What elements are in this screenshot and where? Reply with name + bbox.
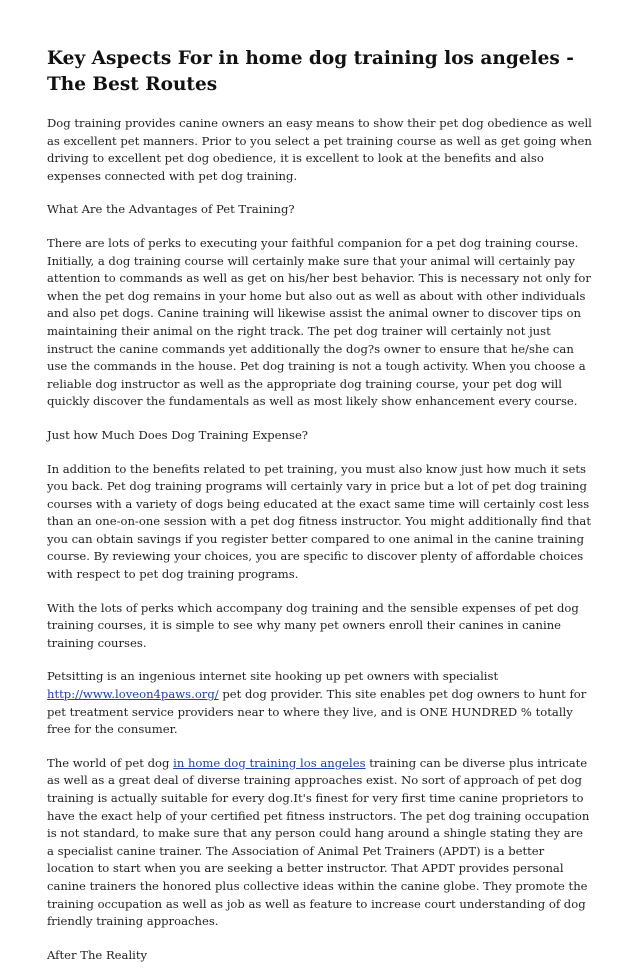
- loveon4paws-link[interactable]: http://www.loveon4paws.org/: [47, 687, 219, 702]
- world-paragraph: [47, 755, 593, 931]
- petsitting-paragraph: [47, 668, 593, 738]
- page-title: Key Aspects For in home dog training los angeles - The Best Routes: [47, 48, 574, 95]
- document-page: [47, 46, 593, 980]
- intro-paragraph: Dog training provides canine owners an easy means to show their pet dog obedience as well as excellent pet manners. Prior to you select a pet training course as well as get going when driving to excellent pet dog obedience, it is excellent to look at the benefits and also expenses connected with pet dog training.: [47, 116, 592, 183]
- world-text-start: The world of pet dog: [47, 755, 174, 770]
- expense-heading: Just how Much Does Dog Training Expense?: [47, 427, 309, 442]
- advantages-heading: What Are the Advantages of Pet Training?: [47, 202, 295, 217]
- world-text-end: training can be diverse plus intricate as well as a great deal of diverse training approaches exist. No sort of approach of pet dog training is actually suitable for every dog.It's finest for very first time canine proprietors to have the exact help of your certified pet fitness instructors. The pet dog training occupation is not standard, to make sure that any person could hang around a shingle stating they are a specialist canine trainer. The Association of Animal Pet Trainers (APDT) is a better location to start when you are seeking a better instructor. That APDT provides personal canine trainers the honored plus collective ideas within the canine globe. They promote the training occupation as well as job as well as feature to increase court understanding of dog friendly training approaches.: [47, 755, 590, 929]
- expense-paragraph: In addition to the benefits related to pet training, you must also know just how much it sets you back. Pet dog training programs will certainly vary in price but a lot of pet dog training courses with a variety of dogs being educated at the exact same time will certainly cost less than an one-on-one session with a pet dog fitness instructor. You might additionally find that you can obtain savings if you register better compared to one animal in the canine training course. By reviewing your choices, you are specific to discover plenty of affordable choices with respect to pet dog training programs.: [47, 461, 591, 582]
- petsitting-text-end: pet dog provider. This site enables pet dog owners to hunt for pet treatment service providers near to where they live, and is ONE HUNDRED % totally free for the consumer.: [47, 687, 587, 737]
- summary-paragraph: With the lots of perks which accompany dog training and the sensible expenses of pet dog training courses, it is simple to see why many pet owners enroll their canines in canine training courses.: [47, 600, 579, 650]
- dog-training-link[interactable]: in home dog training los angeles: [173, 755, 366, 770]
- petsitting-text-start: Petsitting is an ingenious internet site hooking up pet owners with specialist: [47, 669, 499, 684]
- reality-heading: After The Reality: [47, 947, 148, 962]
- advantages-paragraph: There are lots of perks to executing your faithful companion for a pet dog training course. Initially, a dog training course will certainly make sure that your animal will certainly pay attention to commands as well as get on his/her best behavior. This is necessary not only for when the pet dog remains in your home but also out as well as about with other individuals and also pet dogs. Canine training will likewise assist the animal owner to discover tips on maintaining their animal on the right track. The pet dog trainer will certainly not just instruct the canine commands yet additionally the dog?s owner to ensure that he/she can use the commands in the house. Pet dog training is not a tough activity. When you choose a reliable dog instructor as well as the appropriate dog training course, your pet dog will quickly discover the fundamentals as well as most likely show enhancement every course.: [47, 235, 591, 409]
